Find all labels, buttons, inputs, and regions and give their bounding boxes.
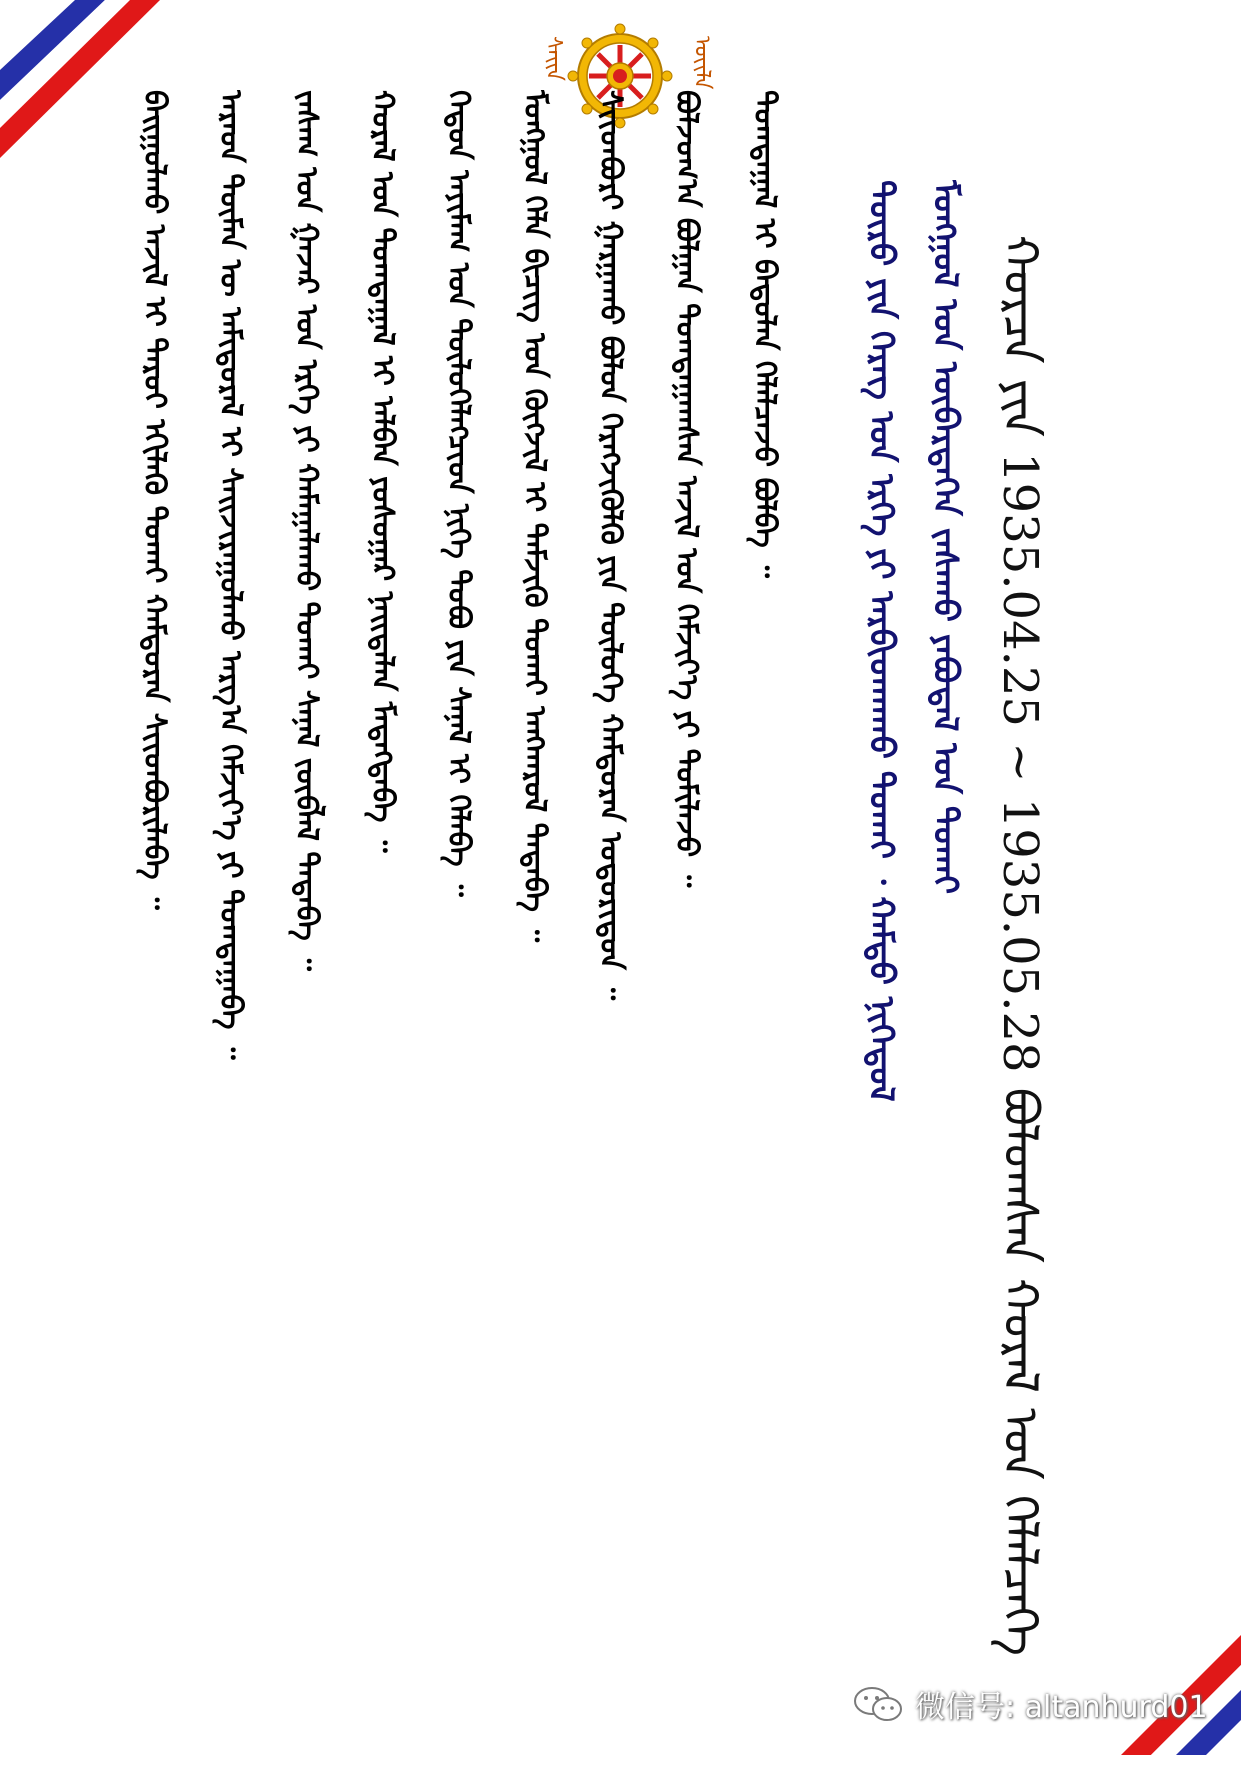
wechat-icon: [853, 1684, 905, 1724]
subtitle-line-1: ᠮᠣᠩᠭᠣᠯ ᠤᠨ ᠥᠪᠡᠷᠲᠡᠭᠡᠨ ᠵᠠᠰᠠᠬᠤ ᠶᠠᠪᠤᠳᠠᠯ ᠤᠨ ᠲᠤᠬᠠᠢ: [925, 180, 965, 895]
body-line-5: ᠬᠡᠳᠦᠨ ᠠᠶᠢᠮᠠᠭ ᠤᠨ ᠲᠥᠯᠦᠭᠡᠯᠡᠭᠴᠢᠳ ᠨᠢᠭᠡ ᠳᠤᠪᠤ ᠶᠢᠨ ᠰᠠᠨᠠᠯ ᠢ ᠬᠡᠯᠡᠪᠡ ᠃: [441, 90, 476, 897]
body-line-1: ᠲᠣᠭᠲᠠᠭᠠᠯ ᠢ ᠪᠠᠲᠤᠯᠠᠨ ᠬᠡᠯᠡᠯᠴᠡᠵᠦ ᠪᠣᠯᠪᠠ ᠃: [747, 90, 782, 578]
wechat-id-text: 微信号: altanhurd01: [915, 1690, 1208, 1725]
subtitle-line-2: ᠲᠥᠷᠦ ᠶᠢᠨ ᠬᠡᠷᠡᠭ ᠤᠨ ᠡᠷᠬᠡ ᠶᠢ ᠠᠷᠪᠢᠳᠬᠠᠬᠤ ᠲᠤᠬᠠᠢ ᠂ ᠬᠠᠮᠲᠤ ᠨᠢᠭᠡᠳᠦᠯ: [861, 180, 901, 1102]
heading-date-range: ᠬᠤᠷᠴᠠ ᠶᠢᠨ 1935.04.25 ~ 1935.05.28 ᠪᠣᠯᠤᠭᠰᠠᠨ ᠬᠤᠷᠠᠯ ᠤᠨ ᠬᠡᠯᠡᠯᠴᠡᠭᠡ: [992, 235, 1048, 1656]
wechat-watermark: [853, 1684, 1208, 1724]
body-line-4: ᠮᠣᠩᠭᠣᠯ ᠬᠡᠯᠡ ᠪᠢᠴᠢᠭ ᠤᠨ ᠬᠥᠭᠵᠢᠯ ᠢ ᠳᠡᠮᠵᠢᠬᠦ ᠲᠤᠬᠠᠢ ᠠᠩᠬᠠᠷᠤᠯ ᠲᠠᠲᠠᠪᠠ ᠃: [517, 90, 552, 943]
body-line-3: ᠰᠢᠢᠳᠪᠦᠷᠢ ᠭᠠᠷᠭᠠᠬᠤ ᠪᠣᠯᠤᠨ ᠬᠡᠷᠡᠭᠵᠢᠭᠦᠯᠬᠦ ᠶᠢᠨ ᠲᠥᠯᠦᠭᠡ ᠬᠠᠮᠲᠤᠷᠠᠨ ᠤᠳᠤᠷᠢᠳᠤᠨ ᠃: [593, 90, 628, 1001]
body-line-9: ᠪᠠᠢᠭᠤᠯᠬᠤ ᠠᠵᠢᠯ ᠢ ᠳᠠᠷᠤᠢ ᠡᠬᠢᠯᠡᠬᠦ ᠲᠤᠬᠠᠢ ᠬᠠᠮᠲᠤᠷᠠᠨ ᠰᠢᠢᠳᠪᠦᠷᠢᠯᠡᠪᠡ ᠃: [137, 90, 172, 910]
emblem-script-left: ᠰᠠᠢᠨ: [541, 36, 566, 82]
body-line-6: ᠬᠤᠷᠠᠯ ᠤᠨ ᠲᠣᠭᠲᠠᠭᠠᠯ ᠢ ᠠᠯᠪᠠᠨ ᠶᠣᠰᠤᠭᠠᠷ ᠨᠡᠢᠲᠡᠯᠡᠨ ᠮᠡᠳᠡᠭᠳᠡᠪᠡ ᠃: [365, 90, 400, 853]
emblem-script-right: ᠦᠢᠯᠡ: [689, 36, 714, 90]
body-line-2: ᠪᠣᠯᠵᠣᠭ᠎ᠠ ᠪᠣᠯᠭᠠᠨ ᠲᠣᠭᠲᠠᠭᠠᠭᠰᠠᠨ ᠠᠵᠢᠯ ᠤᠨ ᠬᠡᠮᠵᠢᠶ᠎ᠡ ᠶᠢ ᠲᠣᠮᠢᠯᠠᠵᠤ ᠃: [669, 90, 704, 888]
body-line-8: ᠠᠷᠠᠳ ᠲᠦᠮᠡᠨ ᠦ ᠠᠮᠢᠳᠤᠷᠠᠯ ᠢ ᠰᠠᠢᠵᠢᠷᠠᠭᠤᠯᠬᠤ ᠠᠷᠭ᠎ᠠ ᠬᠡᠮᠵᠢᠶ᠎ᠡ ᠶᠢ ᠲᠣᠭᠲᠠᠭᠠᠪᠠ ᠃: [213, 90, 248, 1060]
body-line-7: ᠵᠠᠰᠠᠭ ᠤᠨ ᠭᠠᠵᠠᠷ ᠤᠨ ᠡᠷᠬᠡ ᠶᠢ ᠬᠠᠮᠠᠭᠠᠯᠠᠬᠤ ᠲᠤᠬᠠᠢ ᠰᠠᠨᠠᠯ ᠵᠥᠪᠯᠡᠯ ᠲᠠᠲᠠᠪᠠ ᠃: [289, 90, 324, 971]
